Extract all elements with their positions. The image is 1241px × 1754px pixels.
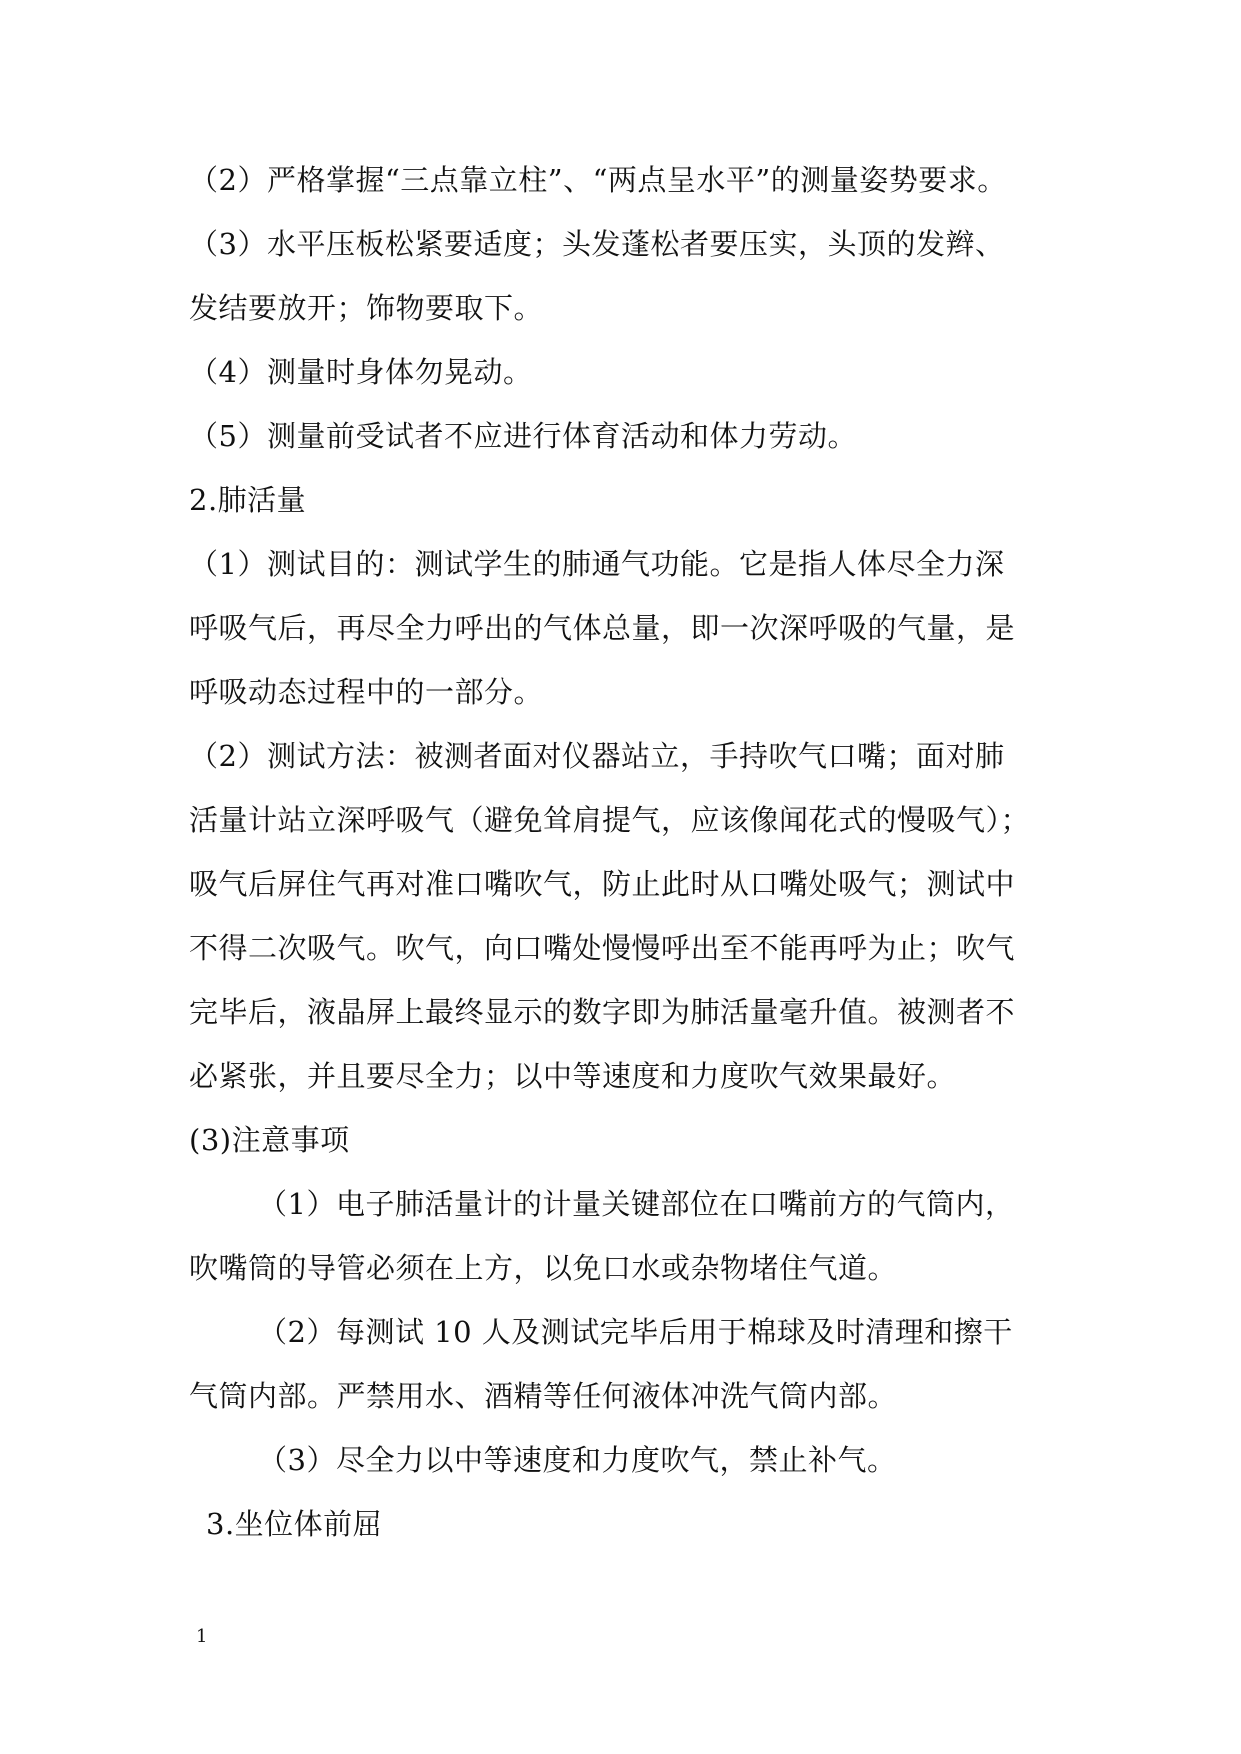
text-line: 不得二次吸气。吹气，向口嘴处慢慢呼出至不能再呼为止；吹气 xyxy=(189,931,1016,965)
text-line: （2）严格掌握“三点靠立柱”、“两点呈水平”的测量姿势要求。 xyxy=(189,163,1007,197)
text-line: （1）测试目的：测试学生的肺通气功能。它是指人体尽全力深 xyxy=(189,547,1005,581)
text-line: 呼吸气后，再尽全力呼出的气体总量，即一次深呼吸的气量，是 xyxy=(189,611,1016,645)
text-line: （1）电子肺活量计的计量关键部位在口嘴前方的气筒内， xyxy=(258,1187,1015,1221)
text-line: （4）测量时身体勿晃动。 xyxy=(189,355,533,389)
text-line: （3）水平压板松紧要适度；头发蓬松者要压实，头顶的发辫、 xyxy=(189,227,1005,261)
text-line: 完毕后，液晶屏上最终显示的数字即为肺活量毫升值。被测者不 xyxy=(189,995,1016,1029)
section-heading: 3.坐位体前屈 xyxy=(206,1507,383,1541)
text-line: （3）尽全力以中等速度和力度吹气，禁止补气。 xyxy=(258,1443,897,1477)
text-line: （5）测量前受试者不应进行体育活动和体力劳动。 xyxy=(189,419,857,453)
subsection-heading: (3)注意事项 xyxy=(189,1123,350,1157)
page-number: 1 xyxy=(196,1626,208,1647)
text-line: 吸气后屏住气再对准口嘴吹气，防止此时从口嘴处吸气；测试中 xyxy=(189,867,1016,901)
text-line: （2）测试方法：被测者面对仪器站立，手持吹气口嘴；面对肺 xyxy=(189,739,1005,773)
text-line: 吹嘴筒的导管必须在上方，以免口水或杂物堵住气道。 xyxy=(189,1251,898,1285)
text-line: 发结要放开；饰物要取下。 xyxy=(189,291,544,325)
text-line: 气筒内部。严禁用水、酒精等任何液体冲洗气筒内部。 xyxy=(189,1379,898,1413)
section-heading: 2.肺活量 xyxy=(189,483,307,517)
text-line: 活量计站立深呼吸气（避免耸肩提气，应该像闻花式的慢吸气）； xyxy=(189,803,1031,837)
text-line: 必紧张，并且要尽全力；以中等速度和力度吹气效果最好。 xyxy=(189,1059,957,1093)
text-line: （2）每测试 10 人及测试完毕后用于棉球及时清理和擦干 xyxy=(258,1315,1013,1349)
text-line: 呼吸动态过程中的一部分。 xyxy=(189,675,544,709)
